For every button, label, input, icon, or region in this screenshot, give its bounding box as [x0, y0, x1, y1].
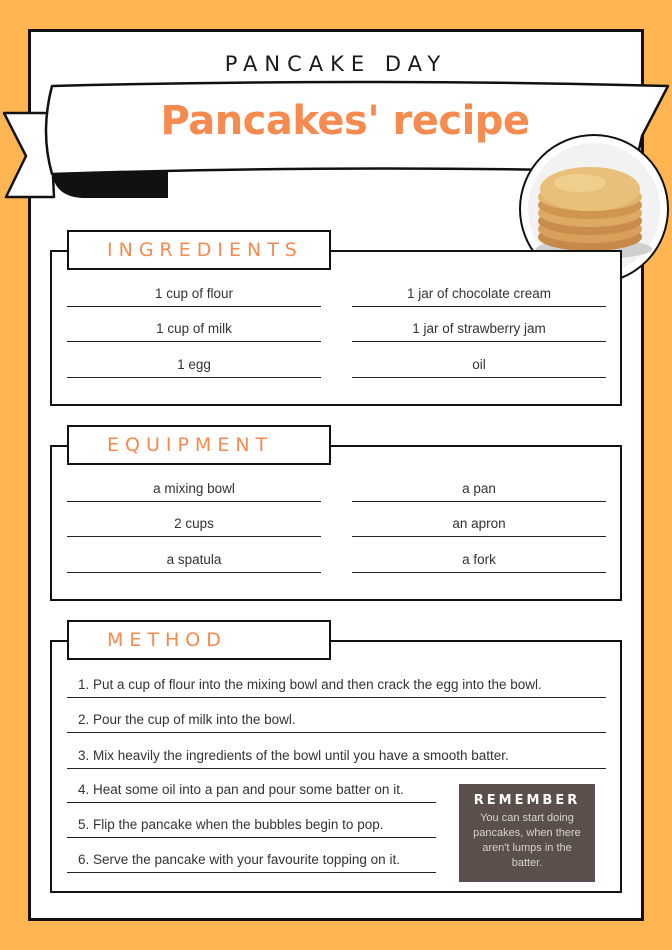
equipment-item: a spatula [67, 551, 321, 573]
ingredient-item: 1 egg [67, 356, 321, 378]
remember-title: REMEMBER [473, 793, 581, 808]
ingredient-item: 1 cup of milk [67, 320, 321, 342]
method-step: 4. Heat some oil into a pan and pour some batter on it. [67, 781, 436, 803]
equipment-item: a fork [352, 551, 606, 573]
remember-note [459, 784, 595, 882]
equipment-item: a pan [352, 480, 606, 502]
ingredients-heading: INGREDIENTS [67, 230, 331, 270]
page-subtitle: PANCAKE DAY [224, 52, 448, 76]
ingredient-item: oil [352, 356, 606, 378]
equipment-item: 2 cups [67, 515, 321, 537]
equipment-heading: EQUIPMENT [67, 425, 331, 465]
method-heading: METHOD [67, 620, 331, 660]
recipe-title: Pancakes' recipe [160, 98, 530, 144]
ingredient-item: 1 cup of flour [67, 285, 321, 307]
equipment-item: a mixing bowl [67, 480, 321, 502]
ingredient-item: 1 jar of chocolate cream [352, 285, 606, 307]
method-step: 6. Serve the pancake with your favourite topping on it. [67, 851, 436, 873]
ingredient-item: 1 jar of strawberry jam [352, 320, 606, 342]
method-step: 5. Flip the pancake when the bubbles begin to pop. [67, 816, 436, 838]
method-step: 2. Pour the cup of milk into the bowl. [67, 711, 606, 733]
method-step: 1. Put a cup of flour into the mixing bowl and then crack the egg into the bowl. [67, 676, 606, 698]
equipment-item: an apron [352, 515, 606, 537]
method-step: 3. Mix heavily the ingredients of the bowl until you have a smooth batter. [67, 747, 606, 769]
remember-text: You can start doing pancakes, when there aren't lumps in the batter. [473, 812, 581, 869]
